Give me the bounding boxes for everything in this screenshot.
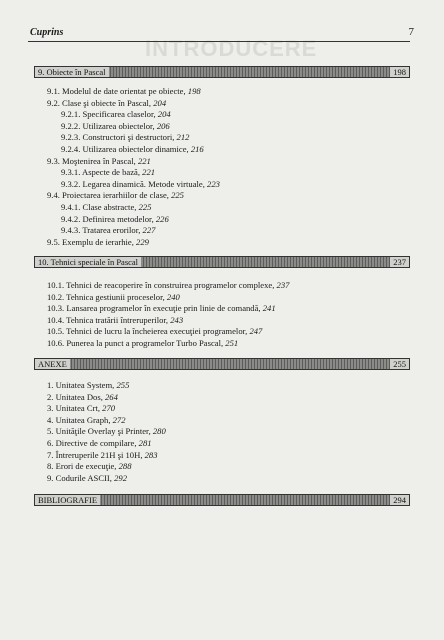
section-bar-tehnici	[34, 256, 410, 268]
toc-entry: 9.3.1. Aspecte de bază, 221	[61, 167, 156, 178]
toc-entry: 3. Unitatea Crt, 270	[47, 403, 116, 414]
toc-entry: 9.3. Moştenirea în Pascal, 221	[47, 155, 151, 166]
toc-entry: 10.1. Tehnici de reacoperire în construirea programelor complexe, 237	[47, 280, 290, 290]
toc-entry: 9.3.2. Legarea dinamică. Metode virtuale, 223	[61, 178, 220, 189]
toc-entry: 9.4.3. Tratarea erorilor, 227	[61, 225, 156, 236]
running-title: Cuprins	[30, 27, 64, 38]
toc-entry: 2. Unitatea Dos, 264	[47, 391, 118, 402]
toc-entry: 5. Unităţile Overlay şi Printer, 280	[47, 426, 166, 437]
toc-list-anexe	[47, 380, 414, 484]
header-rule	[28, 41, 410, 42]
toc-entry: 6. Directive de compilare, 281	[47, 437, 152, 448]
section-page: 198	[390, 67, 409, 77]
toc-entry: 10.3. Lansarea programelor în execuţie prin linie de comandă, 241	[47, 303, 276, 314]
section-title: BIBLIOGRAFIE	[35, 495, 100, 505]
toc-entry: 10.5. Tehnici de lucru la încheierea execuţiei programelor, 247	[47, 326, 263, 337]
section-bar-anexe	[34, 358, 410, 370]
toc-entry: 9. Codurile ASCII, 292	[47, 472, 127, 483]
toc-entry: 9.4.2. Definirea metodelor, 226	[61, 213, 169, 224]
toc-entry: 9.4. Proiectarea ierarhiilor de clase, 225	[47, 190, 184, 201]
toc-entry: 1. Unitatea System, 255	[47, 380, 130, 390]
section-title: 10. Tehnici speciale în Pascal	[35, 257, 141, 267]
toc-entry: 10.6. Punerea la punct a programelor Turbo Pascal, 251	[47, 337, 239, 348]
page-number: 7	[408, 26, 414, 38]
section-bar-obiecte	[34, 66, 410, 78]
section-page: 255	[390, 359, 409, 369]
toc-entry: 9.2.4. Utilizarea obiectelor dinamice, 216	[61, 143, 204, 154]
toc-list-section-10	[47, 280, 414, 350]
section-title: 9. Obiecte în Pascal	[35, 67, 109, 77]
section-title: ANEXE	[35, 359, 70, 369]
section-bar-bibliografie	[34, 494, 410, 506]
toc-entry: 9.2.1. Specificarea claselor, 204	[61, 109, 171, 120]
page-header	[30, 26, 414, 38]
toc-entry: 9.1. Modelul de date orientat pe obiecte, 198	[47, 86, 201, 96]
toc-entry: 9.5. Exemplu de ierarhie, 229	[47, 236, 149, 247]
section-page: 237	[390, 257, 409, 267]
toc-entry: 10.4. Tehnica tratării întreruperilor, 243	[47, 314, 184, 325]
toc-entry: 8. Erori de execuţie, 288	[47, 461, 132, 472]
toc-entry: 9.4.1. Clase abstracte, 225	[61, 201, 152, 212]
toc-entry: 4. Unitatea Graph, 272	[47, 414, 126, 425]
show-through-heading: INTRODUCERE	[145, 36, 318, 61]
toc-entry: 10.2. Tehnica gestiunii proceselor, 240	[47, 291, 180, 302]
toc-entry: 9.2.2. Utilizarea obiectelor, 206	[61, 120, 170, 131]
section-page: 294	[390, 495, 409, 505]
toc-entry: 7. Întreruperile 21H şi 10H, 283	[47, 449, 158, 460]
toc-entry: 9.2. Clase şi obiecte în Pascal, 204	[47, 97, 167, 108]
toc-list-section-9	[47, 86, 414, 248]
toc-entry: 9.2.3. Constructori şi destructori, 212	[61, 132, 190, 143]
